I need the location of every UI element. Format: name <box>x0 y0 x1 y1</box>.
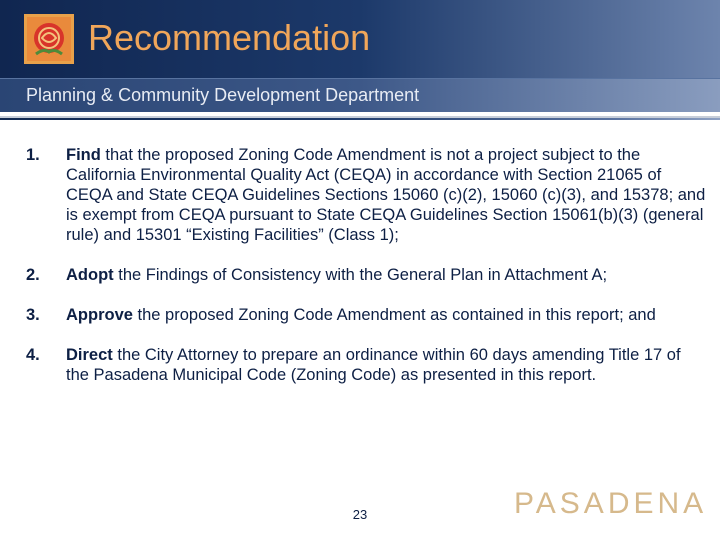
item-verb: Adopt <box>66 266 114 284</box>
item-verb: Find <box>66 146 101 164</box>
item-verb: Direct <box>66 346 113 364</box>
department-subtitle: Planning & Community Development Department <box>26 85 420 105</box>
item-body: the proposed Zoning Code Amendment as contained in this report; and <box>132 306 656 324</box>
list-item <box>26 145 706 245</box>
divider-shadow <box>0 116 720 118</box>
list-item <box>26 265 706 285</box>
item-number: 3. <box>26 306 40 324</box>
item-verb: Approve <box>66 306 133 324</box>
pasadena-wordmark: PASADENA <box>514 487 708 520</box>
item-text <box>66 345 706 385</box>
item-number: 1. <box>26 146 40 164</box>
list-item <box>26 305 706 325</box>
item-body: the City Attorney to prepare an ordinance within 60 days amending Title 17 of the Pasadena Municipal Code (Zoning Code) as presented in this report. <box>66 346 681 384</box>
page-title: Recommendation <box>88 17 371 58</box>
item-body: that the proposed Zoning Code Amendment is not a project subject to the California Environmental Quality Act (CEQA) in accordance with Section 21065 of CEQA and State CEQA Guidelines Sections 15060 (c)(2), 15060 (c)(3), and 15378; and is exempt from CEQA pursuant to State CEQA Guidelines Section 15061(b)(3) (general rule) and 15301 “Existing Facilities” (Class 1); <box>66 146 706 244</box>
item-number: 2. <box>26 266 40 284</box>
list-item <box>26 345 706 385</box>
item-text <box>66 145 706 245</box>
rose-logo-icon <box>24 14 74 64</box>
item-text <box>66 305 706 325</box>
item-number: 4. <box>26 346 40 364</box>
recommendation-list <box>26 145 706 405</box>
item-body: the Findings of Consistency with the General Plan in Attachment A; <box>113 266 608 284</box>
page-number: 23 <box>352 507 368 522</box>
item-text <box>66 265 706 285</box>
